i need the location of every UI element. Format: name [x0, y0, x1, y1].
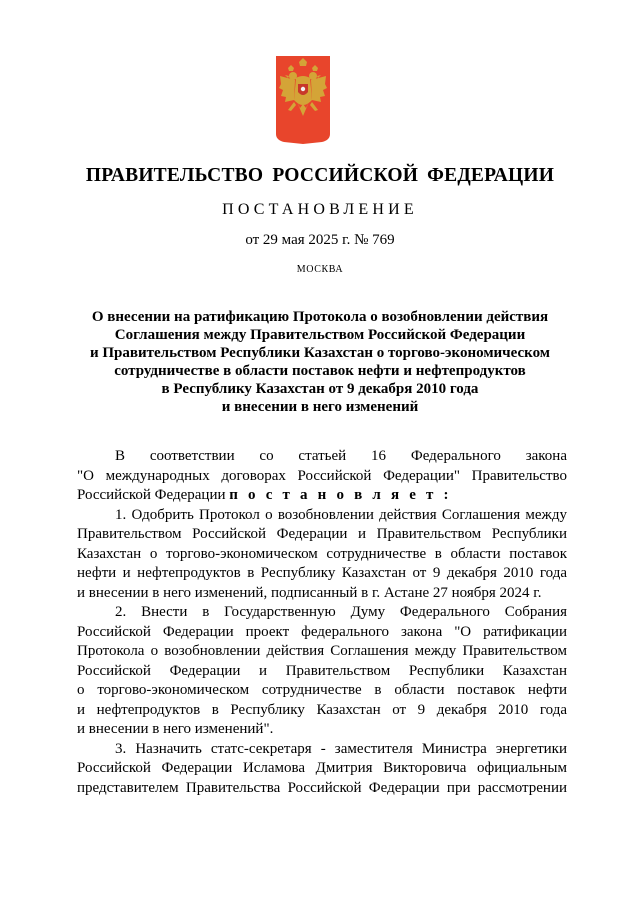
- heading-line: в Республику Казахстан от 9 декабря 2010 года: [161, 381, 479, 397]
- coat-of-arms-emblem: [276, 56, 330, 144]
- body-line: и нефтепродуктов в Республику Казахстан от 9 декабря 2010 года: [77, 701, 567, 718]
- body-line: о торгово-экономическом сотрудничестве в области поставок нефти: [77, 682, 567, 698]
- heading-line: О внесении на ратификацию Протокола о возобновлении действия: [91, 309, 549, 325]
- body-line: Российской Федерации Исламова Дмитрия Викторовича официальным: [77, 760, 567, 776]
- document-body: [77, 447, 567, 798]
- paragraph-2: [77, 603, 567, 740]
- body-line: "О международных договорах Российской Федерации" Правительство: [77, 467, 567, 484]
- document-heading: [60, 308, 580, 416]
- intro-paragraph: [77, 447, 567, 506]
- body-line: нефти и нефтепродуктов в Республику Казахстан от 9 декабря 2010 года: [77, 565, 567, 581]
- double-headed-eagle-icon: [276, 56, 330, 144]
- body-line: Российской Федерации проект федерального закона "О ратификации: [77, 623, 567, 640]
- body-line: представителем Правительства Российской Федерации при рассмотрении: [77, 779, 567, 796]
- heading-line: и внесении в него изменений: [221, 399, 419, 415]
- heading-line: и Правительством Республики Казахстан о торгово-экономическом: [89, 345, 551, 361]
- body-line: Казахстан о торгово-экономическом сотрудничестве в области поставок: [77, 545, 567, 562]
- heading-line: сотрудничестве в области поставок нефти и нефтепродуктов: [114, 363, 526, 379]
- body-line: [77, 486, 567, 506]
- body-line: 2. Внести в Государственную Думу Федерального Собрания: [115, 604, 567, 620]
- government-title: ПРАВИТЕЛЬСТВО РОССИЙСКОЙ ФЕДЕРАЦИИ: [85, 165, 555, 186]
- paragraph-3: [77, 740, 567, 799]
- document-date-number: от 29 мая 2025 г. № 769: [245, 232, 395, 248]
- heading-line: Соглашения между Правительством Российской Федерации: [114, 327, 526, 343]
- body-line: В соответствии со статьей 16 Федерального закона: [115, 448, 567, 464]
- body-line: 3. Назначить статс-секретаря - заместителя Министра энергетики: [115, 740, 567, 757]
- body-line: Правительством Российской Федерации и Правительством Республики: [77, 526, 567, 542]
- paragraph-1: [77, 506, 567, 604]
- body-line: 1. Одобрить Протокол о возобновлении действия Соглашения между: [115, 506, 567, 523]
- body-line: Протокола о возобновлении действия Соглашения между Правительством: [77, 643, 567, 659]
- body-line: и внесении в него изменений".: [77, 721, 274, 737]
- decree-word: п о с т а н о в л я е т :: [229, 487, 452, 503]
- body-line-text: Российской Федерации: [77, 487, 226, 503]
- document-place: МОСКВА: [296, 264, 344, 275]
- document-type: ПОСТАНОВЛЕНИЕ: [222, 201, 418, 218]
- body-line: и внесении в него изменений, подписанный в г. Астане 27 ноября 2024 г.: [77, 584, 542, 601]
- body-line: Российской Федерации и Правительством Республики Казахстан: [77, 662, 567, 679]
